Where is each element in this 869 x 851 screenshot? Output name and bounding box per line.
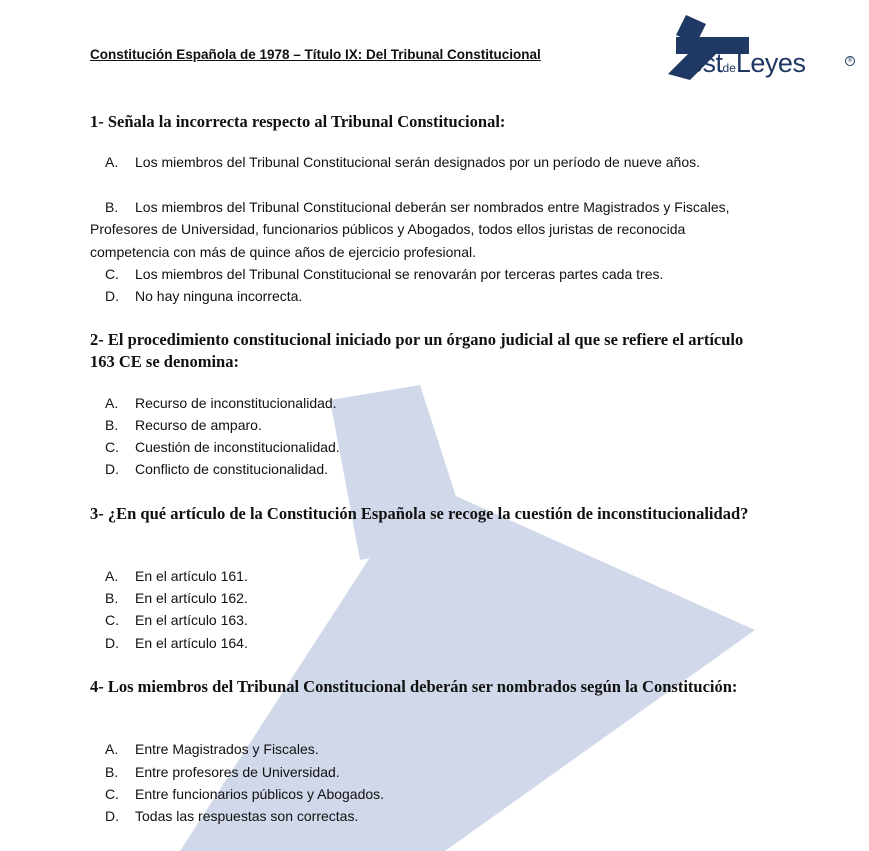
answer-option <box>90 565 740 587</box>
option-letter: D. <box>105 635 119 651</box>
answer-option <box>90 263 740 285</box>
question-title: 1- Señala la incorrecta respecto al Tribunal Constitucional: <box>90 112 506 131</box>
registered-mark: ® <box>845 56 855 66</box>
answer-option <box>90 609 740 631</box>
option-letter: B. <box>105 764 119 780</box>
option-letter: A. <box>105 154 119 170</box>
option-letter: B. <box>105 199 119 215</box>
option-letter: C. <box>105 266 119 282</box>
option-text: Los miembros del Tribunal Constitucional se renovarán por terceras partes cada tres. <box>135 266 664 282</box>
option-letter: A. <box>105 568 119 584</box>
answer-option <box>90 632 740 654</box>
option-text: Entre funcionarios públicos y Abogados. <box>135 786 385 802</box>
option-text: Los miembros del Tribunal Constitucional serán designados por un período de nueve años. <box>135 154 701 170</box>
option-text: Los miembros del Tribunal Constitucional deberán ser nombrados entre Magistrados y Fiscales, Profesores de Universidad, funcionarios públicos y Abogados, todos ellos juristas de reconocida competencia con más de quince años de ejercicio profesional. <box>90 199 730 260</box>
answer-option <box>90 414 740 436</box>
answer-option <box>90 587 740 609</box>
answer-option <box>90 151 740 173</box>
answer-option <box>90 783 740 805</box>
option-letter: A. <box>105 395 119 411</box>
brand-logo-text: estdeLeyes <box>688 48 806 78</box>
answer-option <box>90 436 740 458</box>
option-text: En el artículo 161. <box>135 568 248 584</box>
option-letter: D. <box>105 808 119 824</box>
option-text: En el artículo 164. <box>135 635 248 651</box>
option-letter: C. <box>105 612 119 628</box>
option-text: Conflicto de constitucionalidad. <box>135 461 329 477</box>
answer-option <box>90 196 740 263</box>
question-title: 2- El procedimiento constitucional iniciado por un órgano judicial al que se refiere el artículo 163 CE se denomina: <box>90 330 744 371</box>
answer-option <box>90 285 740 307</box>
question-title: 3- ¿En qué artículo de la Constitución Española se recoge la cuestión de inconstitucionalidad? <box>90 504 749 523</box>
answer-option <box>90 761 740 783</box>
answer-option <box>90 392 740 414</box>
option-letter: B. <box>105 417 119 433</box>
option-text: No hay ninguna incorrecta. <box>135 288 303 304</box>
option-letter: C. <box>105 439 119 455</box>
answer-option <box>90 458 740 480</box>
option-letter: C. <box>105 786 119 802</box>
option-letter: A. <box>105 741 119 757</box>
answer-option <box>90 805 740 827</box>
option-letter: D. <box>105 288 119 304</box>
option-text: Entre profesores de Universidad. <box>135 764 340 780</box>
option-text: En el artículo 162. <box>135 590 248 606</box>
option-text: Cuestión de inconstitucionalidad. <box>135 439 340 455</box>
answer-option <box>90 738 740 760</box>
option-text: Recurso de amparo. <box>135 417 262 433</box>
question-title: 4- Los miembros del Tribunal Constitucional deberán ser nombrados según la Constitución: <box>90 677 738 696</box>
option-letter: D. <box>105 461 119 477</box>
option-text: Recurso de inconstitucionalidad. <box>135 395 337 411</box>
option-text: En el artículo 163. <box>135 612 248 628</box>
option-text: Todas las respuestas son correctas. <box>135 808 359 824</box>
document-title: Constitución Española de 1978 – Título IX: Del Tribunal Constitucional <box>90 47 541 62</box>
option-text: Entre Magistrados y Fiscales. <box>135 741 319 757</box>
option-letter: B. <box>105 590 119 606</box>
